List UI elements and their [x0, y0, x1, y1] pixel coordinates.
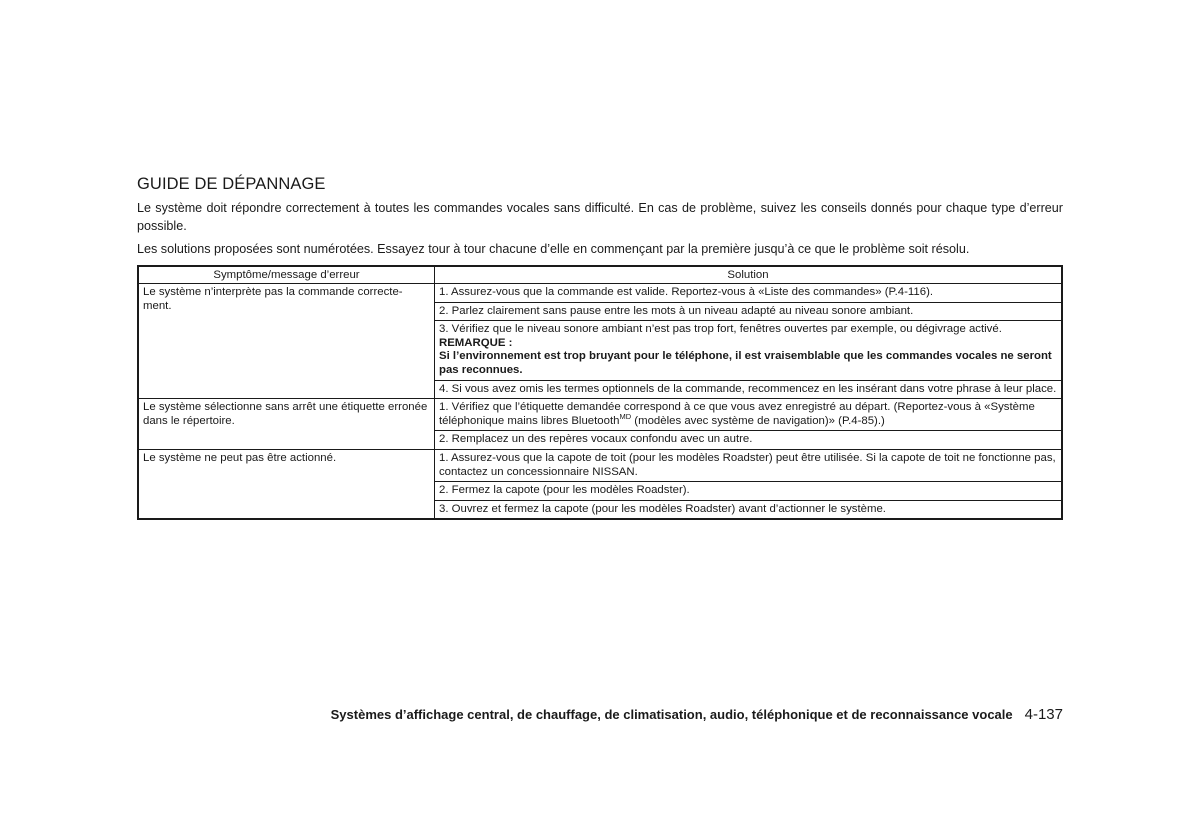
- symptom-cell: Le système ne peut pas être actionné.: [138, 450, 434, 520]
- page-number: 4-137: [1024, 706, 1063, 723]
- note-title: REMARQUE :: [438, 336, 513, 349]
- solution-cell: [434, 399, 1062, 431]
- solution-cell: 1. Assurez-vous que la capote de toit (pour les modèles Roadster) peut être utilisée. Si la capote de toit ne fonctionne pas, contactez un concessionnaire NISSAN.: [434, 450, 1062, 482]
- table-header-row: [138, 266, 1062, 284]
- header-solution: Solution: [434, 266, 1062, 284]
- solution-cell: 4. Si vous avez omis les termes optionnels de la commande, recommencez en les insérant dans votre phrase à leur place.: [434, 380, 1062, 399]
- solution-cell: [434, 321, 1062, 380]
- solution-text: 1. Vérifiez que l’étiquette demandée correspond à ce que vous avez enregistré au départ. (Reportez-vous à «Système téléphonique mains libres Bluetooth: [438, 401, 1035, 427]
- note-text: Si l’environnement est trop bruyant pour le téléphone, il est vraisemblable que les commandes vocales ne seront pas reconnues.: [438, 350, 1052, 377]
- solution-text: 3. Vérifiez que le niveau sonore ambiant n’est pas trop fort, fenêtres ouvertes par exemple, ou dégivrage activé.: [438, 323, 1002, 336]
- solution-cell: 2. Parlez clairement sans pause entre les mots à un niveau adapté au niveau sonore ambiant.: [434, 302, 1062, 321]
- manual-page-content: [137, 175, 1063, 520]
- table-row: [138, 399, 1062, 431]
- symptom-cell: Le système n’interprète pas la commande correcte-ment.: [138, 284, 434, 399]
- table-row: [138, 450, 1062, 482]
- solution-cell: 2. Remplacez un des repères vocaux confondu avec un autre.: [434, 431, 1062, 450]
- troubleshooting-table: [137, 265, 1063, 521]
- page-footer: [331, 706, 1063, 723]
- intro-paragraph-1: Le système doit répondre correctement à toutes les commandes vocales sans difficulté. En cas de problème, suivez les conseils donnés pour chaque type d’erreur possible.: [137, 201, 1063, 233]
- solution-text-tail: (modèles avec système de navigation)» (P.4-85).): [631, 414, 885, 427]
- header-symptom: Symptôme/message d’erreur: [138, 266, 434, 284]
- solution-cell: 1. Assurez-vous que la commande est valide. Reportez-vous à «Liste des commandes» (P.4-116).: [434, 284, 1062, 303]
- trademark-superscript: MD: [619, 412, 632, 422]
- symptom-cell: Le système sélectionne sans arrêt une étiquette erronée dans le répertoire.: [138, 399, 434, 450]
- chapter-title: Systèmes d’affichage central, de chauffage, de climatisation, audio, téléphonique et de reconnaissance vocale: [330, 707, 1013, 722]
- intro-paragraph-2: Les solutions proposées sont numérotées. Essayez tour à tour chacune d’elle en commençant par la première jusqu’à ce que le problème soit résolu.: [137, 242, 970, 256]
- section-title: GUIDE DE DÉPANNAGE: [137, 175, 326, 193]
- solution-cell: 2. Fermez la capote (pour les modèles Roadster).: [434, 482, 1062, 501]
- solution-cell: 3. Ouvrez et fermez la capote (pour les modèles Roadster) avant d’actionner le système.: [434, 500, 1062, 519]
- table-row: [138, 284, 1062, 303]
